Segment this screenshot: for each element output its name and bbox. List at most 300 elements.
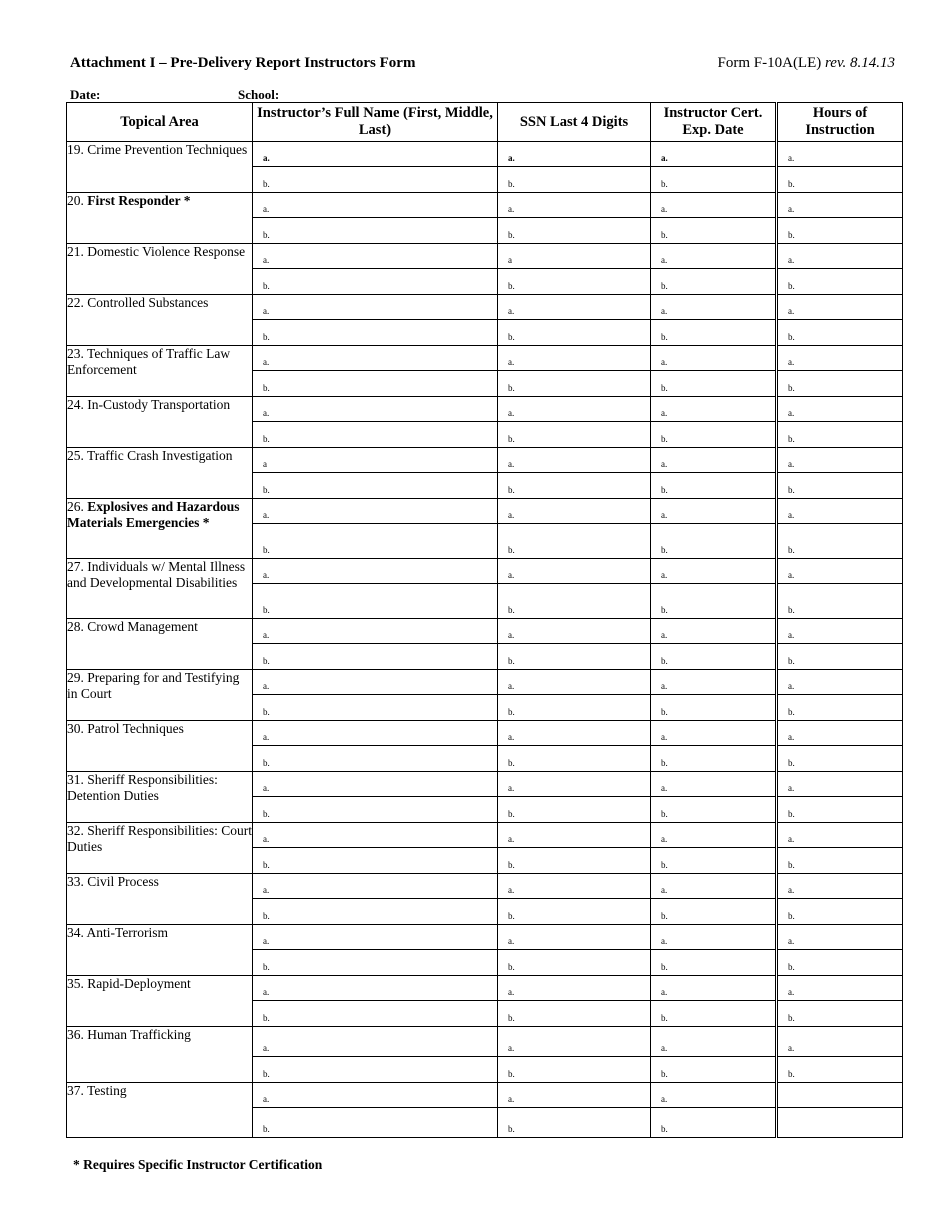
cert-b-field[interactable] [651, 899, 777, 925]
slot-label: a. [508, 570, 515, 580]
school-label: School: [238, 87, 280, 102]
name-a-field[interactable] [253, 619, 498, 644]
slot-label: a. [788, 204, 795, 214]
table-row [67, 142, 903, 167]
ssn-b-field[interactable] [498, 167, 651, 193]
slot-label: b. [263, 1069, 270, 1079]
cert-b-field[interactable] [651, 218, 777, 244]
slot-label: a. [788, 255, 795, 265]
slot-label: b. [661, 707, 668, 717]
topic-title: Patrol Techniques [87, 721, 184, 736]
slot-label: a. [263, 357, 270, 367]
slot-label: b. [661, 281, 668, 291]
slot-label: b. [661, 485, 668, 495]
cert-b-field[interactable] [651, 950, 777, 976]
ssn-b-field[interactable] [498, 644, 651, 670]
topic-number: 28. [67, 619, 84, 634]
slot-label: b. [508, 962, 515, 972]
slot-label: a. [508, 783, 515, 793]
cert-a-field[interactable] [651, 499, 777, 524]
name-a-field[interactable] [253, 772, 498, 797]
ssn-b-field[interactable] [498, 524, 651, 559]
ssn-b-field[interactable] [498, 1001, 651, 1027]
ssn-a-field[interactable] [498, 976, 651, 1001]
topic-title: Anti-Terrorism [86, 925, 169, 940]
slot-label: a. [263, 783, 270, 793]
ssn-a-field[interactable] [498, 925, 651, 950]
cert-b-field[interactable] [651, 269, 777, 295]
topic-cell [67, 193, 253, 244]
cert-b-field[interactable] [651, 644, 777, 670]
hours-b-field[interactable] [777, 269, 903, 295]
slot-label: a. [508, 885, 515, 895]
hours-b-field[interactable] [777, 1057, 903, 1083]
slot-label: b. [508, 707, 515, 717]
cert-a-field[interactable] [651, 142, 777, 167]
name-b-field[interactable] [253, 584, 498, 619]
topic-title: Controlled Substances [87, 295, 209, 310]
cert-a-field[interactable] [651, 1027, 777, 1057]
hours-a-field[interactable] [777, 193, 903, 218]
hours-a-field[interactable] [777, 244, 903, 269]
hours-a-field[interactable] [777, 976, 903, 1001]
name-a-field[interactable] [253, 142, 498, 167]
name-a-field[interactable] [253, 244, 498, 269]
name-a-field[interactable] [253, 976, 498, 1001]
slot-label: b. [263, 911, 270, 921]
ssn-b-field[interactable] [498, 584, 651, 619]
hours-b-field[interactable] [777, 422, 903, 448]
hours-a-field[interactable] [777, 823, 903, 848]
name-a-field[interactable] [253, 499, 498, 524]
slot-label: b. [661, 911, 668, 921]
slot-label: b. [263, 656, 270, 666]
slot-label: a. [263, 204, 270, 214]
ssn-a-field[interactable] [498, 1083, 651, 1108]
ssn-b-field[interactable] [498, 320, 651, 346]
slot-label: b. [508, 605, 515, 615]
ssn-b-field[interactable] [498, 1108, 651, 1138]
ssn-b-field[interactable] [498, 218, 651, 244]
cert-a-field[interactable] [651, 295, 777, 320]
ssn-b-field[interactable] [498, 848, 651, 874]
slot-label: b. [263, 485, 270, 495]
hours-b-field[interactable] [777, 1001, 903, 1027]
slot-label: b. [661, 383, 668, 393]
slot-label: a. [263, 570, 270, 580]
cert-b-field[interactable] [651, 1001, 777, 1027]
ssn-b-field[interactable] [498, 950, 651, 976]
table-row [67, 559, 903, 584]
slot-label: a. [788, 510, 795, 520]
hours-a-field[interactable] [777, 670, 903, 695]
topic-title: Crime Prevention Techniques [87, 142, 248, 157]
slot-label: a. [263, 153, 270, 163]
hours-b-field[interactable] [777, 218, 903, 244]
topic-cell [67, 448, 253, 499]
slot-label: a. [661, 153, 668, 163]
hours-b-field[interactable] [777, 371, 903, 397]
slot-label: b. [508, 1069, 515, 1079]
topic-title: Individuals w/ Mental Illness and Developmental Disabilities [67, 559, 246, 590]
slot-label: a [263, 459, 267, 469]
name-a-field[interactable] [253, 193, 498, 218]
slot-label: b. [788, 1069, 795, 1079]
slot-label: b. [788, 332, 795, 342]
name-b-field[interactable] [253, 644, 498, 670]
name-b-field[interactable] [253, 695, 498, 721]
table-row [67, 1027, 903, 1057]
table-row [67, 397, 903, 422]
hours-b-field[interactable] [777, 644, 903, 670]
hours-a-field[interactable] [777, 559, 903, 584]
ssn-b-field[interactable] [498, 371, 651, 397]
hours-a-field[interactable] [777, 448, 903, 473]
topic-number: 26. [67, 499, 84, 514]
name-a-field[interactable] [253, 721, 498, 746]
table-row [67, 823, 903, 848]
slot-label: a. [508, 357, 515, 367]
hours-a-field[interactable] [777, 772, 903, 797]
hours-a-field[interactable] [777, 925, 903, 950]
topic-number: 25. [67, 448, 84, 463]
slot-label: a. [508, 153, 515, 163]
topic-number: 23. [67, 346, 84, 361]
topic-number: 29. [67, 670, 84, 685]
cert-b-field[interactable] [651, 1057, 777, 1083]
ssn-b-field[interactable] [498, 473, 651, 499]
topic-cell [67, 397, 253, 448]
ssn-b-field[interactable] [498, 899, 651, 925]
cert-b-field[interactable] [651, 584, 777, 619]
name-b-field[interactable] [253, 371, 498, 397]
ssn-a-field[interactable] [498, 142, 651, 167]
col-topic-header: Topical Area [67, 103, 253, 142]
name-b-field[interactable] [253, 422, 498, 448]
slot-label: b. [788, 758, 795, 768]
ssn-a-field[interactable] [498, 874, 651, 899]
hours-a-field[interactable] [777, 619, 903, 644]
table-header-row [67, 103, 903, 142]
slot-label: a. [508, 510, 515, 520]
ssn-a-field[interactable] [498, 346, 651, 371]
topic-title: Domestic Violence Response [87, 244, 246, 259]
cert-a-field[interactable] [651, 772, 777, 797]
hours-a-field[interactable] [777, 142, 903, 167]
slot-label: a. [263, 408, 270, 418]
topic-number: 24. [67, 397, 84, 412]
hours-a-field[interactable] [777, 295, 903, 320]
slot-label: a. [661, 408, 668, 418]
table-row [67, 619, 903, 644]
topic-cell [67, 823, 253, 874]
slot-label: a. [508, 987, 515, 997]
slot-label: b. [661, 809, 668, 819]
name-b-field[interactable] [253, 473, 498, 499]
name-a-field[interactable] [253, 874, 498, 899]
name-b-field[interactable] [253, 1057, 498, 1083]
ssn-a-field[interactable] [498, 397, 651, 422]
slot-label: a. [788, 153, 795, 163]
table-row [67, 295, 903, 320]
table-body [67, 142, 903, 1138]
hours-a-field[interactable] [777, 721, 903, 746]
slot-label: a. [661, 1043, 668, 1053]
table-row [67, 976, 903, 1001]
hours-a-field[interactable] [777, 346, 903, 371]
slot-label: b. [788, 1013, 795, 1023]
slot-label: a. [263, 987, 270, 997]
cert-b-field[interactable] [651, 320, 777, 346]
page-title: Attachment I – Pre-Delivery Report Instructors Form [70, 55, 416, 71]
slot-label: b. [508, 656, 515, 666]
col-cert-header: Instructor Cert. Exp. Date [651, 103, 777, 142]
cert-a-field[interactable] [651, 619, 777, 644]
name-b-field[interactable] [253, 1108, 498, 1138]
ssn-a-field[interactable] [498, 295, 651, 320]
slot-label: a. [661, 306, 668, 316]
name-b-field[interactable] [253, 1001, 498, 1027]
topic-cell [67, 721, 253, 772]
topic-title: Human Trafficking [87, 1027, 191, 1042]
slot-label: a. [508, 630, 515, 640]
ssn-a-field[interactable] [498, 619, 651, 644]
cert-b-field[interactable] [651, 473, 777, 499]
slot-label: a. [508, 834, 515, 844]
footnote: * Requires Specific Instructor Certification [73, 1157, 323, 1172]
name-b-field[interactable] [253, 269, 498, 295]
cert-b-field[interactable] [651, 746, 777, 772]
slot-label: a. [661, 936, 668, 946]
cert-a-field[interactable] [651, 559, 777, 584]
slot-label: a. [661, 987, 668, 997]
slot-label: b. [263, 605, 270, 615]
cert-b-field[interactable] [651, 848, 777, 874]
topic-title: Sheriff Responsibilities: Court Duties [67, 823, 252, 854]
slot-label: a. [263, 630, 270, 640]
cert-b-field[interactable] [651, 1108, 777, 1138]
cert-a-field[interactable] [651, 976, 777, 1001]
slot-label: a. [788, 459, 795, 469]
cert-a-field[interactable] [651, 346, 777, 371]
table-row [67, 721, 903, 746]
slot-label: a. [508, 408, 515, 418]
hours-a-field[interactable] [777, 499, 903, 524]
name-b-field[interactable] [253, 524, 498, 559]
slot-label: b. [788, 605, 795, 615]
name-b-field[interactable] [253, 797, 498, 823]
slot-label: b. [788, 545, 795, 555]
slot-label: b. [263, 230, 270, 240]
name-a-field[interactable] [253, 823, 498, 848]
slot-label: a. [661, 1094, 668, 1104]
hours-b-field[interactable] [777, 797, 903, 823]
slot-label: a. [508, 306, 515, 316]
slot-label: a. [508, 732, 515, 742]
slot-label: a. [788, 306, 795, 316]
topic-number: 34. [67, 925, 84, 940]
cert-a-field[interactable] [651, 1083, 777, 1108]
slot-label: b. [661, 605, 668, 615]
slot-label: b. [508, 485, 515, 495]
slot-label: a. [508, 1043, 515, 1053]
hours-b-field[interactable] [777, 848, 903, 874]
cert-a-field[interactable] [651, 874, 777, 899]
cert-a-field[interactable] [651, 244, 777, 269]
hours-b-field[interactable] [777, 695, 903, 721]
slot-label: b. [788, 383, 795, 393]
topic-title: Preparing for and Testifying in Court [67, 670, 240, 701]
slot-label: a. [263, 834, 270, 844]
ssn-a-field[interactable] [498, 499, 651, 524]
ssn-b-field[interactable] [498, 797, 651, 823]
slot-label: a. [661, 570, 668, 580]
slot-label: b. [788, 707, 795, 717]
hours-b-field[interactable] [777, 320, 903, 346]
cert-b-field[interactable] [651, 524, 777, 559]
name-a-field[interactable] [253, 1083, 498, 1108]
slot-label: b. [508, 434, 515, 444]
slot-label: a. [263, 885, 270, 895]
slot-label: a. [788, 1043, 795, 1053]
ssn-a-field[interactable] [498, 1027, 651, 1057]
name-a-field[interactable] [253, 295, 498, 320]
topic-number: 22. [67, 295, 84, 310]
hours-b-field[interactable] [777, 167, 903, 193]
slot-label: a. [661, 357, 668, 367]
name-b-field[interactable] [253, 848, 498, 874]
cert-a-field[interactable] [651, 397, 777, 422]
name-b-field[interactable] [253, 167, 498, 193]
ssn-a-field[interactable] [498, 559, 651, 584]
slot-label: a. [263, 255, 270, 265]
slot-label: a. [661, 783, 668, 793]
name-a-field[interactable] [253, 559, 498, 584]
col-ssn-header: SSN Last 4 Digits [498, 103, 651, 142]
ssn-a-field[interactable] [498, 721, 651, 746]
ssn-b-field[interactable] [498, 1057, 651, 1083]
slot-label: a. [788, 732, 795, 742]
slot-label: b. [788, 434, 795, 444]
cert-a-field[interactable] [651, 670, 777, 695]
ssn-b-field[interactable] [498, 746, 651, 772]
hours-b-field[interactable] [777, 950, 903, 976]
cert-b-field[interactable] [651, 422, 777, 448]
hours-a-field[interactable] [777, 1027, 903, 1057]
slot-label: b. [263, 281, 270, 291]
topic-title: Rapid-Deployment [87, 976, 191, 991]
date-label: Date: [70, 87, 101, 102]
topic-number: 37. [67, 1083, 84, 1098]
cert-b-field[interactable] [651, 371, 777, 397]
slot-label: b. [788, 809, 795, 819]
slot-label: a. [661, 510, 668, 520]
table-row [67, 499, 903, 524]
slot-label: b. [508, 383, 515, 393]
slot-label: b. [788, 281, 795, 291]
slot-label: a. [661, 204, 668, 214]
name-b-field[interactable] [253, 320, 498, 346]
slot-label: b. [263, 860, 270, 870]
cert-a-field[interactable] [651, 721, 777, 746]
name-b-field[interactable] [253, 950, 498, 976]
topic-number: 33. [67, 874, 84, 889]
slot-label: b. [661, 758, 668, 768]
slot-label: b. [508, 758, 515, 768]
cert-a-field[interactable] [651, 193, 777, 218]
topic-cell [67, 499, 253, 559]
hours-b-field[interactable] [777, 584, 903, 619]
ssn-b-field[interactable] [498, 422, 651, 448]
slot-label: b. [508, 281, 515, 291]
slot-label: b. [508, 179, 515, 189]
topic-cell [67, 976, 253, 1027]
cert-a-field[interactable] [651, 925, 777, 950]
cert-a-field[interactable] [651, 823, 777, 848]
hours-b-field[interactable] [777, 524, 903, 559]
name-b-field[interactable] [253, 218, 498, 244]
name-b-field[interactable] [253, 746, 498, 772]
slot-label: b. [788, 860, 795, 870]
ssn-a-field[interactable] [498, 823, 651, 848]
slot-label: b. [263, 809, 270, 819]
slot-label: b. [263, 383, 270, 393]
slot-label: a. [661, 255, 668, 265]
cert-a-field[interactable] [651, 448, 777, 473]
slot-label: a. [263, 681, 270, 691]
hours-a-field[interactable] [777, 397, 903, 422]
cert-b-field[interactable] [651, 695, 777, 721]
slot-label: a. [263, 1094, 270, 1104]
ssn-a-field[interactable] [498, 448, 651, 473]
slot-label: a. [661, 834, 668, 844]
slot-label: b. [508, 911, 515, 921]
name-a-field[interactable] [253, 397, 498, 422]
ssn-b-field[interactable] [498, 695, 651, 721]
hours-b-field[interactable] [777, 473, 903, 499]
name-b-field[interactable] [253, 899, 498, 925]
slot-label: b. [661, 332, 668, 342]
name-a-field[interactable] [253, 670, 498, 695]
table-row [67, 670, 903, 695]
slot-label: b. [661, 656, 668, 666]
cert-b-field[interactable] [651, 167, 777, 193]
cert-b-field[interactable] [651, 797, 777, 823]
ssn-a-field[interactable] [498, 772, 651, 797]
topic-cell [67, 874, 253, 925]
topic-cell [67, 142, 253, 193]
hours-b-field[interactable] [777, 746, 903, 772]
topic-number: 30. [67, 721, 84, 736]
slot-label: b. [788, 230, 795, 240]
name-a-field[interactable] [253, 925, 498, 950]
slot-label: a. [508, 936, 515, 946]
hours-a-field [777, 1083, 903, 1108]
name-a-field[interactable] [253, 448, 498, 473]
slot-label: a [508, 255, 512, 265]
ssn-b-field[interactable] [498, 269, 651, 295]
hours-b-field[interactable] [777, 899, 903, 925]
slot-label: b. [661, 434, 668, 444]
topic-cell [67, 346, 253, 397]
name-a-field[interactable] [253, 1027, 498, 1057]
slot-label: a. [788, 783, 795, 793]
name-a-field[interactable] [253, 346, 498, 371]
ssn-a-field[interactable] [498, 244, 651, 269]
hours-a-field[interactable] [777, 874, 903, 899]
ssn-a-field[interactable] [498, 193, 651, 218]
ssn-a-field[interactable] [498, 670, 651, 695]
